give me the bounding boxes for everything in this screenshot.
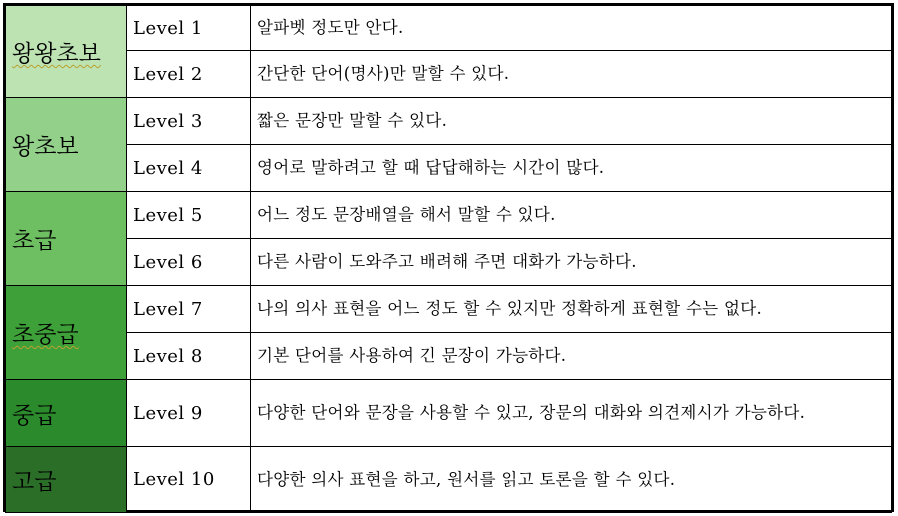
level-cell: Level 7: [127, 286, 251, 333]
grade-label: 고급: [12, 469, 57, 495]
grade-cell-4: [6, 286, 127, 380]
table-row: [6, 145, 892, 192]
table-row: [6, 447, 892, 513]
grade-label: 중급: [12, 402, 57, 429]
level-table-container: [3, 3, 894, 512]
table-row: [6, 333, 892, 380]
level-table: [5, 5, 892, 513]
description-cell: 나의 의사 표현을 어느 정도 할 수 있지만 정확하게 표현할 수는 없다.: [251, 286, 892, 333]
description-cell: 다양한 의사 표현을 하고, 원서를 읽고 토론을 할 수 있다.: [251, 447, 892, 513]
table-row: [6, 98, 892, 145]
level-cell: Level 1: [127, 6, 251, 51]
grade-label: 초중급: [12, 322, 79, 348]
level-cell: Level 4: [127, 145, 251, 192]
grade-cell-5: [6, 380, 127, 447]
description-cell: 영어로 말하려고 할 때 답답해하는 시간이 많다.: [251, 145, 892, 192]
description-cell: 알파벳 정도만 안다.: [251, 6, 892, 51]
description-cell: 어느 정도 문장배열을 해서 말할 수 있다.: [251, 192, 892, 239]
description-cell: 기본 단어를 사용하여 긴 문장이 가능하다.: [251, 333, 892, 380]
grade-cell-2: [6, 98, 127, 192]
level-cell: Level 10: [127, 447, 251, 513]
grade-cell-6: [6, 447, 127, 513]
description-cell: 간단한 단어(명사)만 말할 수 있다.: [251, 51, 892, 98]
table-row: [6, 51, 892, 98]
table-row: [6, 380, 892, 447]
grade-cell-3: [6, 192, 127, 286]
level-cell: Level 3: [127, 98, 251, 145]
description-cell: 짧은 문장만 말할 수 있다.: [251, 98, 892, 145]
table-row: [6, 192, 892, 239]
table-row: [6, 286, 892, 333]
level-cell: Level 6: [127, 239, 251, 286]
grade-label: 왕왕초보: [12, 41, 101, 67]
level-cell: Level 5: [127, 192, 251, 239]
level-cell: Level 8: [127, 333, 251, 380]
table-row: [6, 239, 892, 286]
level-cell: Level 9: [127, 380, 251, 447]
description-cell: 다양한 단어와 문장을 사용할 수 있고, 장문의 대화와 의견제시가 가능하다.: [251, 380, 892, 447]
table-row: [6, 6, 892, 51]
grade-label: 초급: [12, 228, 57, 254]
grade-label: 왕초보: [12, 134, 79, 160]
level-cell: Level 2: [127, 51, 251, 98]
description-cell: 다른 사람이 도와주고 배려해 주면 대화가 가능하다.: [251, 239, 892, 286]
grade-cell-1: [6, 6, 127, 98]
